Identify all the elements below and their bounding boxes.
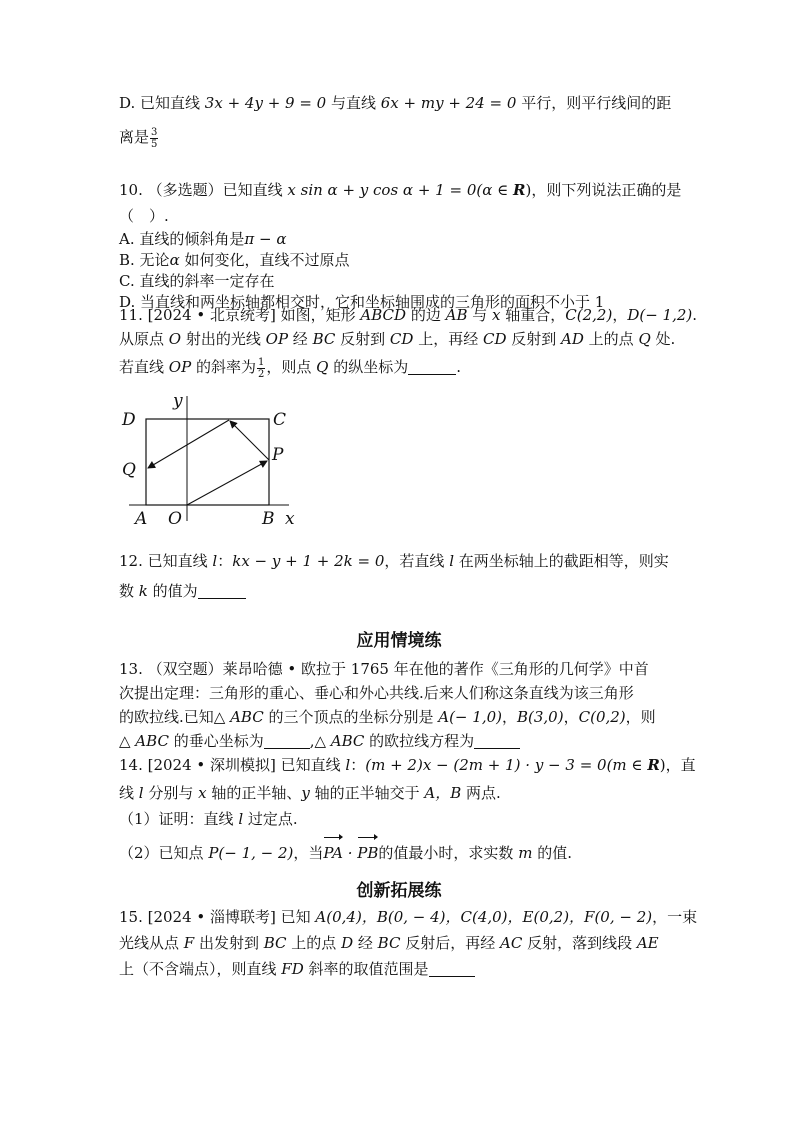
text: 的值最小时，求实数 <box>378 844 519 862</box>
text: ，若直线 <box>384 552 450 570</box>
text: 的值为 <box>147 582 198 600</box>
text: 13. （双空题）莱昂哈德 • 欧拉于 1765 年在他的著作《三角形的几何学》中首 <box>119 660 649 678</box>
math: OP <box>168 358 192 376</box>
text: 出发射到 <box>194 934 264 952</box>
text: 两点. <box>461 784 501 802</box>
math: y <box>301 784 310 802</box>
equation: (m + 2)x − (2m + 1) · y − 3 = 0(m ∈ <box>365 756 648 774</box>
text: ， <box>501 708 517 726</box>
math: B(3,0) <box>517 708 564 726</box>
math: CD <box>389 330 414 348</box>
label-o: O <box>168 509 182 529</box>
rectangle-abcd <box>146 419 269 505</box>
math: OP <box>265 330 289 348</box>
question-9-option-d <box>119 90 679 150</box>
question-11 <box>119 304 698 382</box>
text: 的欧拉线.已知 <box>119 708 214 726</box>
text: 轴的正半轴交于 <box>309 784 425 802</box>
text: 15. [2024 • 淄博联考] 已知 <box>119 908 316 926</box>
math: AC <box>499 934 523 952</box>
text: ， <box>612 306 628 324</box>
text: 分别与 <box>143 784 199 802</box>
vector-pa: PA <box>323 838 343 868</box>
label-x: x <box>285 509 295 529</box>
text: 12. 已知直线 <box>119 552 213 570</box>
text: 若直线 <box>119 358 169 376</box>
text: 与 <box>467 306 493 324</box>
equation: 3x + 4y + 9 = 0 <box>204 94 327 112</box>
text: D. 已知直线 <box>119 94 205 112</box>
text: ) <box>525 181 532 199</box>
math: l <box>212 552 218 570</box>
text: 的斜率为 <box>191 358 256 376</box>
text: 射出的光线 <box>181 330 266 348</box>
math: Q <box>316 358 329 376</box>
text: 的值. <box>532 844 572 862</box>
math: P(− 1, − 2) <box>208 844 294 862</box>
question-13 <box>119 657 679 753</box>
math: x <box>198 784 207 802</box>
option-c: C. 直线的斜率一定存在 <box>119 272 275 290</box>
label-p: P <box>272 445 284 465</box>
text: （2）已知点 <box>119 844 209 862</box>
math: ABCD <box>360 306 407 324</box>
text: . <box>692 306 698 324</box>
text: 轴的正半轴、 <box>206 784 302 802</box>
text: ，一束 <box>652 908 698 926</box>
math: A(− 1,0) <box>438 708 502 726</box>
text: 离是 <box>119 128 150 146</box>
fraction: $\frac{3}{5}$ <box>151 126 158 150</box>
vector-pb: PB <box>357 838 378 868</box>
text: ) <box>659 756 666 774</box>
math: k <box>138 582 148 600</box>
fraction: $\frac{1}{2}$ <box>257 356 265 380</box>
text: . <box>456 358 461 376</box>
label-y: y <box>173 391 183 411</box>
math: AB <box>445 306 468 324</box>
text: 的垂心坐标为 <box>168 732 264 750</box>
text: 反射到 <box>335 330 390 348</box>
text: ，则点 <box>266 358 317 376</box>
answer-blank[interactable] <box>429 960 475 977</box>
text: ，当 <box>293 844 324 862</box>
answer-blank[interactable] <box>408 358 456 375</box>
text: 反射后，再经 <box>400 934 500 952</box>
text: 数 <box>119 582 139 600</box>
rectangle-reflection-figure <box>119 388 309 530</box>
math: A(0,4)，B(0, − 4)，C(4,0)，E(0,2)，F(0, − 2) <box>315 908 653 926</box>
option-a: A. 直线的倾斜角是π − α <box>119 230 287 248</box>
text: ： <box>350 756 366 774</box>
equation: 6x + my + 24 = 0 <box>380 94 517 112</box>
answer-blank[interactable] <box>474 732 520 749</box>
math: · <box>342 844 358 862</box>
math: F <box>183 934 195 952</box>
text: 上的点 <box>583 330 639 348</box>
equation: x sin α + y cos α + 1 = 0(α ∈ <box>287 181 513 199</box>
text: ， <box>563 708 579 726</box>
text: 14. [2024 • 深圳模拟] 已知直线 <box>119 756 346 774</box>
answer-bracket: （ ）. <box>119 207 169 225</box>
option-b: B. 无论α 如何变化，直线不过原点 <box>119 251 350 269</box>
text: 反射，落到线段 <box>522 934 637 952</box>
text: 的纵坐标为 <box>328 358 409 376</box>
math: △ ABC <box>314 732 365 750</box>
text: 经 <box>353 934 378 952</box>
answer-blank[interactable] <box>264 732 310 749</box>
text: 经 <box>288 330 313 348</box>
text: ，直 <box>665 756 696 774</box>
math: BC <box>312 330 336 348</box>
text: 平行，则平行线间的距 <box>516 94 672 112</box>
math: AD <box>561 330 584 348</box>
text: （1）证明：直线 <box>119 810 239 828</box>
text: ，则 <box>625 708 656 726</box>
text: 上的点 <box>286 934 342 952</box>
math: BC <box>377 934 401 952</box>
math: D(− 1,2) <box>627 306 693 324</box>
label-d: D <box>122 410 136 430</box>
text: 斜率的取值范围是 <box>303 960 429 978</box>
text: , <box>309 732 315 750</box>
text: 11. [2024 • 北京统考] 如图，矩形 <box>119 306 361 324</box>
question-10 <box>119 177 682 313</box>
math: D <box>341 934 354 952</box>
text: 的三个顶点的坐标分别是 <box>263 708 439 726</box>
label-a: A <box>135 509 148 529</box>
text: 与直线 <box>326 94 381 112</box>
text: 线 <box>119 784 139 802</box>
text: ： <box>217 552 233 570</box>
ray-cd-to-q <box>148 420 229 468</box>
math: AE <box>636 934 659 952</box>
real-set-symbol: R <box>512 181 526 199</box>
label-c: C <box>273 410 287 430</box>
math: Q <box>638 330 651 348</box>
math: A，B <box>424 784 462 802</box>
text: 上，再经 <box>413 330 483 348</box>
math: FD <box>281 960 304 978</box>
text: 10. （多选题）已知直线 <box>119 181 288 199</box>
text: 的边 <box>406 306 446 324</box>
math: CD <box>482 330 507 348</box>
text: 上（不含端点），则直线 <box>119 960 282 978</box>
question-14 <box>119 750 696 868</box>
text: 在两坐标轴上的截距相等，则实 <box>454 552 669 570</box>
section-title-innovation: 创新拓展练 <box>356 881 442 901</box>
text: 过定点. <box>243 810 298 828</box>
question-15 <box>119 904 698 982</box>
ray-p-to-cd <box>230 421 269 460</box>
math: l <box>449 552 454 570</box>
math: C(0,2) <box>578 708 626 726</box>
question-12 <box>119 548 679 604</box>
ray-o-to-p <box>187 461 267 505</box>
math: l <box>138 784 144 802</box>
label-q: Q <box>122 460 136 480</box>
math: l <box>238 810 244 828</box>
option-d: D. 当直线和两坐标轴都相交时，它和坐标轴围成的三角形的面积不小于 1 <box>119 293 605 311</box>
text: 次提出定理：三角形的重心、垂心和外心共线.后来人们称这条直线为该三角形 <box>119 684 634 702</box>
math: x <box>492 306 501 324</box>
math: △ ABC <box>213 708 264 726</box>
text: 从原点 <box>119 330 169 348</box>
math: O <box>168 330 182 348</box>
answer-blank[interactable] <box>198 582 246 599</box>
math: C(2,2) <box>565 306 613 324</box>
math: l <box>345 756 351 774</box>
text: 反射到 <box>506 330 562 348</box>
math: m <box>518 844 533 862</box>
text: 光线从点 <box>119 934 184 952</box>
text: ，则下列说法正确的是 <box>531 181 682 199</box>
label-b: B <box>262 509 275 529</box>
equation: kx − y + 1 + 2k = 0 <box>232 552 385 570</box>
text: 轴重合， <box>500 306 566 324</box>
math: △ ABC <box>119 732 169 750</box>
section-title-application: 应用情境练 <box>356 631 442 651</box>
text: 处. <box>650 330 676 348</box>
math: BC <box>263 934 287 952</box>
real-set-symbol: R <box>647 756 660 774</box>
text: 的欧拉线方程为 <box>364 732 475 750</box>
